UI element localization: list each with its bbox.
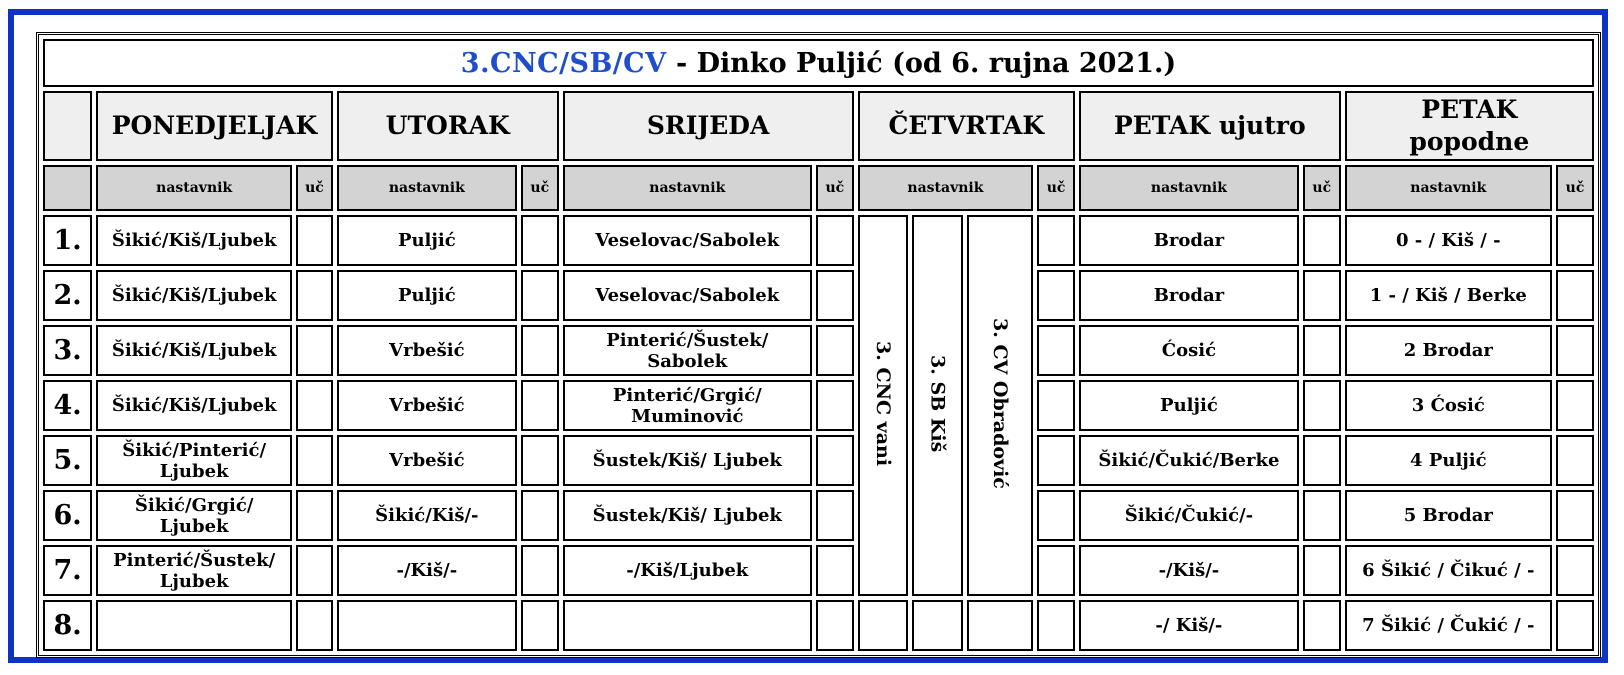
period-number: 6.	[43, 490, 92, 541]
friday-morning-teacher: Šikić/Čukić/-	[1079, 490, 1299, 541]
table-row	[43, 545, 1594, 596]
thursday-room	[1037, 545, 1075, 596]
friday-morning-teacher: Šikić/Čukić/Berke	[1079, 435, 1299, 486]
room-header: uč	[1303, 165, 1341, 211]
table-row	[43, 435, 1594, 486]
title-rest: - Dinko Puljić (od 6. rujna 2021.)	[666, 47, 1177, 79]
room-header: uč	[521, 165, 559, 211]
monday-room	[296, 545, 333, 596]
tuesday-room	[521, 435, 559, 486]
thursday-room	[1037, 215, 1075, 266]
tuesday-room	[521, 380, 559, 431]
room-header: uč	[296, 165, 333, 211]
period-number: 3.	[43, 325, 92, 376]
tuesday-teacher	[337, 600, 517, 651]
tuesday-teacher: Vrbešić	[337, 325, 517, 376]
tuesday-room	[521, 545, 559, 596]
tuesday-teacher: Vrbešić	[337, 435, 517, 486]
tuesday-room	[521, 600, 559, 651]
wednesday-teacher: Šustek/Kiš/ Ljubek	[563, 490, 812, 541]
teacher-header: nastavnik	[1079, 165, 1299, 211]
friday-morning-teacher: -/ Kiš/-	[1079, 600, 1299, 651]
thursday-group-cnc	[858, 215, 908, 596]
monday-room	[296, 215, 333, 266]
tuesday-teacher: -/Kiš/-	[337, 545, 517, 596]
table-row	[43, 270, 1594, 321]
table-row	[43, 490, 1594, 541]
day-friday-morning: PETAK ujutro	[1079, 91, 1341, 161]
friday-afternoon-room	[1556, 545, 1594, 596]
thursday-group-cnc-label: 3. CNC vani	[871, 340, 894, 467]
thursday-room	[1037, 380, 1075, 431]
friday-morning-room	[1303, 600, 1341, 651]
period-number: 1.	[43, 215, 92, 266]
thursday-group-sb-label: 3. SB Kiš	[926, 354, 949, 453]
wednesday-room	[816, 270, 854, 321]
thursday-group-cv	[967, 215, 1033, 596]
friday-morning-room	[1303, 270, 1341, 321]
wednesday-teacher: Šustek/Kiš/ Ljubek	[563, 435, 812, 486]
teacher-header: nastavnik	[563, 165, 812, 211]
monday-room	[296, 490, 333, 541]
friday-afternoon-room	[1556, 270, 1594, 321]
monday-room	[296, 600, 333, 651]
friday-afternoon-room	[1556, 490, 1594, 541]
tuesday-room	[521, 490, 559, 541]
thursday-group-sb	[912, 215, 963, 596]
thursday-room	[1037, 325, 1075, 376]
tuesday-room	[521, 215, 559, 266]
thursday-room	[1037, 270, 1075, 321]
thursday-group-cv-label: 3. CV Obradović	[989, 318, 1012, 489]
table-row	[43, 325, 1594, 376]
friday-afternoon-teacher: 7 Šikić / Čukić / -	[1345, 600, 1552, 651]
wednesday-teacher: Veselovac/Sabolek	[563, 215, 812, 266]
day-thursday: ČETVRTAK	[858, 91, 1075, 161]
friday-morning-teacher: Ćosić	[1079, 325, 1299, 376]
thursday-room	[1037, 490, 1075, 541]
thursday-sb-empty	[912, 600, 963, 651]
monday-teacher: Šikić/Kiš/Ljubek	[96, 270, 292, 321]
monday-teacher: Šikić/Kiš/Ljubek	[96, 215, 292, 266]
table-row	[43, 380, 1594, 431]
tuesday-teacher: Puljić	[337, 215, 517, 266]
day-friday-afternoon	[1345, 91, 1594, 161]
monday-teacher	[96, 600, 292, 651]
friday-morning-teacher: Brodar	[1079, 270, 1299, 321]
table-row	[43, 215, 1594, 266]
wednesday-room	[816, 380, 854, 431]
wednesday-teacher	[563, 600, 812, 651]
period-number: 4.	[43, 380, 92, 431]
room-header: uč	[1556, 165, 1594, 211]
teacher-header: nastavnik	[1345, 165, 1552, 211]
thursday-room	[1037, 435, 1075, 486]
thursday-room	[1037, 600, 1075, 651]
teacher-header: nastavnik	[858, 165, 1034, 211]
monday-teacher: Pinterić/Šustek/ Ljubek	[96, 545, 292, 596]
wednesday-room	[816, 600, 854, 651]
friday-morning-teacher: Puljić	[1079, 380, 1299, 431]
friday-afternoon-teacher: 0 - / Kiš / -	[1345, 215, 1552, 266]
table-row	[43, 600, 1594, 651]
tuesday-room	[521, 270, 559, 321]
friday-afternoon-teacher: 6 Šikić / Čikuć / -	[1345, 545, 1552, 596]
tuesday-teacher: Puljić	[337, 270, 517, 321]
page-title	[43, 39, 1594, 87]
wednesday-room	[816, 325, 854, 376]
friday-morning-teacher: -/Kiš/-	[1079, 545, 1299, 596]
friday-morning-room	[1303, 215, 1341, 266]
tuesday-teacher: Šikić/Kiš/-	[337, 490, 517, 541]
class-code: 3.CNC/SB/CV	[460, 47, 667, 79]
wednesday-room	[816, 215, 854, 266]
friday-afternoon-room	[1556, 380, 1594, 431]
friday-morning-room	[1303, 435, 1341, 486]
wednesday-teacher: Pinterić/Grgić/ Muminović	[563, 380, 812, 431]
period-number: 8.	[43, 600, 92, 651]
monday-room	[296, 435, 333, 486]
period-number: 2.	[43, 270, 92, 321]
friday-afternoon-room	[1556, 435, 1594, 486]
day-wednesday: SRIJEDA	[563, 91, 854, 161]
period-number: 7.	[43, 545, 92, 596]
tuesday-teacher: Vrbešić	[337, 380, 517, 431]
friday-afternoon-room	[1556, 600, 1594, 651]
tuesday-room	[521, 325, 559, 376]
monday-teacher: Šikić/Pinterić/ Ljubek	[96, 435, 292, 486]
friday-afternoon-teacher: 3 Ćosić	[1345, 380, 1552, 431]
wednesday-teacher: -/Kiš/Ljubek	[563, 545, 812, 596]
friday-morning-teacher: Brodar	[1079, 215, 1299, 266]
monday-teacher: Šikić/Kiš/Ljubek	[96, 325, 292, 376]
friday-morning-room	[1303, 325, 1341, 376]
friday-afternoon-teacher: 4 Puljić	[1345, 435, 1552, 486]
thursday-cnc-empty	[858, 600, 908, 651]
subheader-corner	[43, 165, 92, 211]
friday-morning-room	[1303, 490, 1341, 541]
friday-morning-room	[1303, 545, 1341, 596]
friday-afternoon-teacher: 1 - / Kiš / Berke	[1345, 270, 1552, 321]
day-monday: PONEDJELJAK	[96, 91, 333, 161]
wednesday-teacher: Veselovac/Sabolek	[563, 270, 812, 321]
wednesday-room	[816, 490, 854, 541]
monday-room	[296, 380, 333, 431]
header-corner	[43, 91, 92, 161]
friday-afternoon-teacher: 5 Brodar	[1345, 490, 1552, 541]
wednesday-room	[816, 435, 854, 486]
room-header: uč	[816, 165, 854, 211]
wednesday-room	[816, 545, 854, 596]
friday-afternoon-teacher: 2 Brodar	[1345, 325, 1552, 376]
teacher-header: nastavnik	[96, 165, 292, 211]
day-tuesday: UTORAK	[337, 91, 559, 161]
monday-room	[296, 270, 333, 321]
friday-afternoon-room	[1556, 325, 1594, 376]
monday-teacher: Šikić/Grgić/ Ljubek	[96, 490, 292, 541]
room-header: uč	[1037, 165, 1075, 211]
period-number: 5.	[43, 435, 92, 486]
schedule-table	[36, 32, 1601, 658]
friday-morning-room	[1303, 380, 1341, 431]
wednesday-teacher: Pinterić/Šustek/ Sabolek	[563, 325, 812, 376]
teacher-header: nastavnik	[337, 165, 517, 211]
thursday-cv-empty	[967, 600, 1033, 651]
friday-afternoon-room	[1556, 215, 1594, 266]
day-friday-afternoon-label: PETAK popodne	[1409, 95, 1530, 156]
monday-room	[296, 325, 333, 376]
monday-teacher: Šikić/Kiš/Ljubek	[96, 380, 292, 431]
